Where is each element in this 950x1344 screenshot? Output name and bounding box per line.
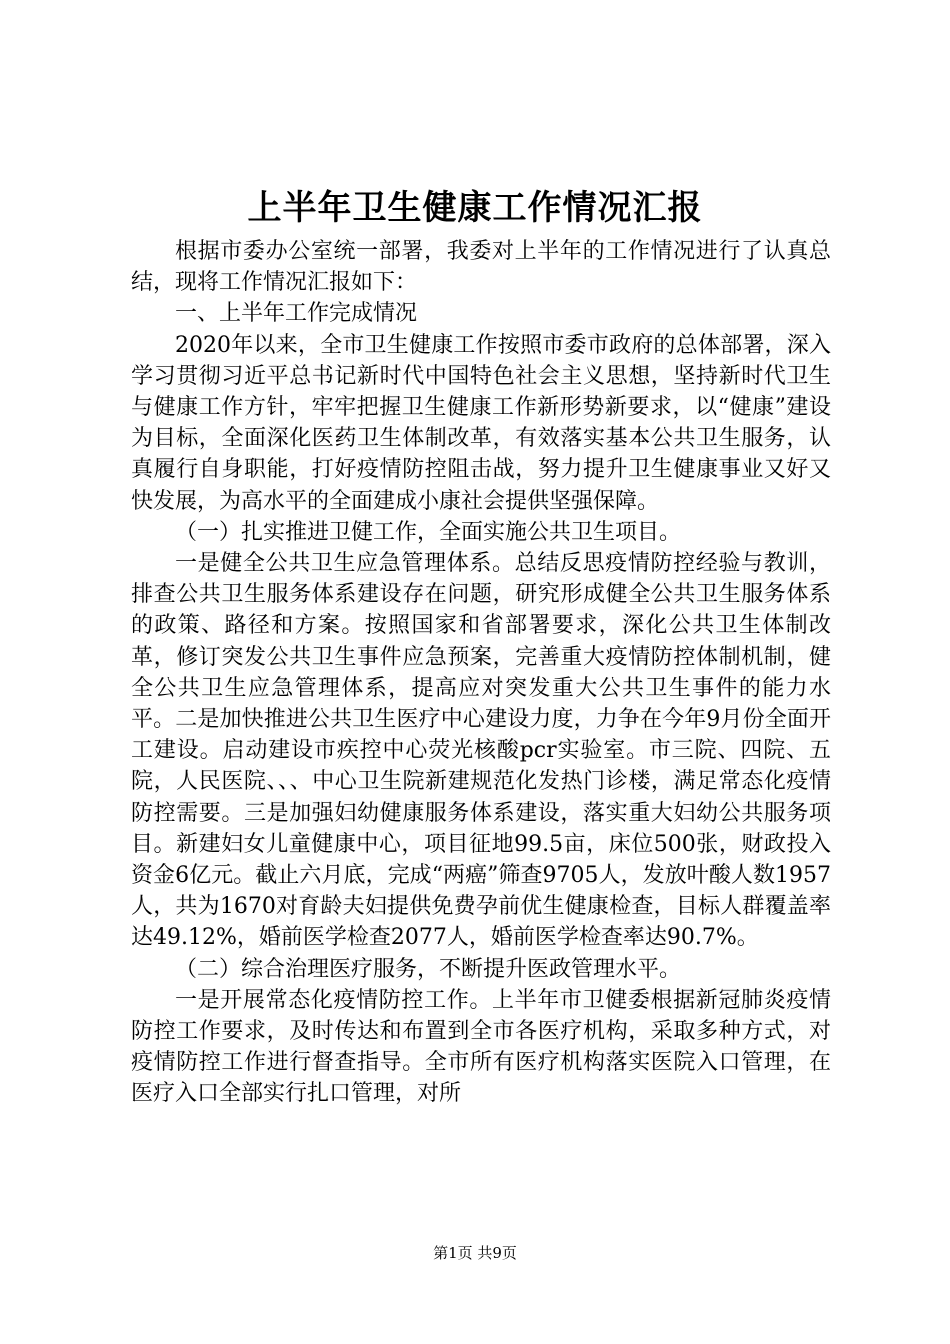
document-title: 上半年卫生健康工作情况汇报	[247, 188, 703, 228]
page-number: 第1页 共9页	[433, 1244, 517, 1262]
subsection-heading-2: （二）综合治理医疗服务，不断提升医政管理水平。	[175, 956, 682, 982]
subsection-heading-1: （一）扎实推进卫健工作，全面实施公共卫生项目。	[175, 519, 682, 545]
paragraph-intro: 根据市委办公室统一部署，我委对上半年的工作情况进行了认真总结，现将工作情况汇报如下：	[131, 239, 831, 296]
paragraph-public-health: 一是健全公共卫生应急管理体系。总结反思疫情防控经验与教训，排查公共卫生服务体系建设存在问题，研究形成健全公共卫生服务体系的政策、路径和方案。按照国家和省部署要求，深化公共卫生体制改革，修订突发公共卫生事件应急预案，完善重大疫情防控体制机制，健全公共卫生应急管理体系，提高应对突发重大公共卫生事件的能力水平。二是加快推进公共卫生医疗中心建设力度，力争在今年9月份全面开工建设。启动建设市疾控中心荧光核酸pcr实验室。市三院、四院、五院，人民医院、、、中心卫生院新建规范化发热门诊楼，满足常态化疫情防控需要。三是加强妇幼健康服务体系建设，落实重大妇幼公共服务项目。新建妇女儿童健康中心，项目征地99.5亩，床位500张，财政投入资金6亿元。截止六月底，完成“两癌”筛查9705人，发放叶酸人数1957人，共为1670对育龄夫妇提供免费孕前优生健康检查，目标人群覆盖率达49.12%，婚前医学检查2077人，婚前医学检查率达90.7%。	[131, 551, 831, 951]
section-heading-1: 一、上半年工作完成情况	[175, 301, 418, 327]
paragraph-epidemic-control: 一是开展常态化疫情防控工作。上半年市卫健委根据新冠肺炎疫情防控工作要求，及时传达和布置到全市各医疗机构，采取多种方式，对疫情防控工作进行督查指导。全市所有医疗机构落实医院入口管理，在医疗入口全部实行扎口管理，对所	[131, 987, 831, 1107]
document-body	[131, 236, 831, 1110]
paragraph-overview: 2020年以来，全市卫生健康工作按照市委市政府的总体部署，深入学习贯彻习近平总书记新时代中国特色社会主义思想，坚持新时代卫生与健康工作方针，牢牢把握卫生健康工作新形势新要求，以“健康”建设为目标，全面深化医药卫生体制改革，有效落实基本公共卫生服务，认真履行自身职能，打好疫情防控阻击战，努力提升卫生健康事业又好又快发展，为高水平的全面建成小康社会提供坚强保障。	[131, 332, 831, 514]
